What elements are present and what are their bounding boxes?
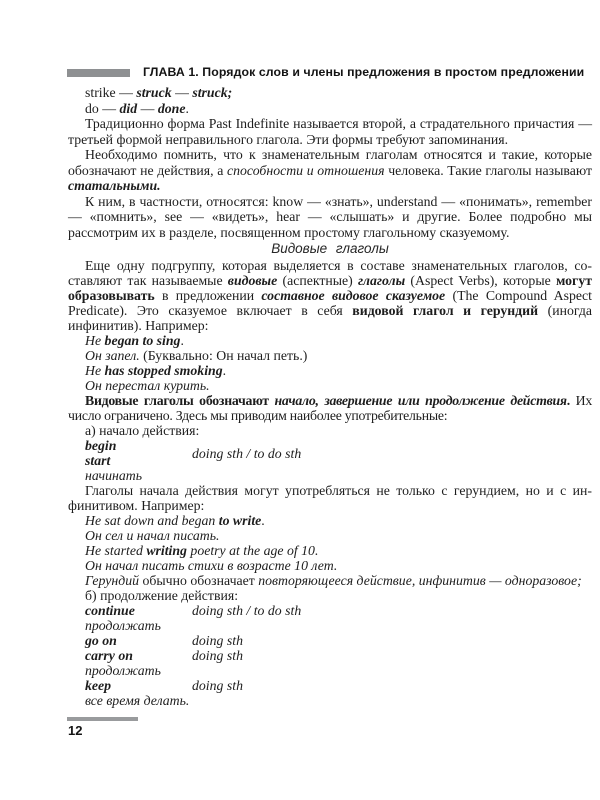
text-segment: в предложении: [154, 288, 262, 303]
text-segment: б) продолжение действия:: [85, 588, 239, 603]
section-heading: Видовые глаголы: [271, 241, 389, 256]
text-segment: Еще одну подгруппу, которая выделяется в составе знаменательных глаголов, составляют так называемые: [68, 258, 592, 288]
translation-line: [68, 663, 592, 678]
chapter-title: ГЛАВА 1. Порядок слов и члены предложения в простом предложении: [143, 65, 585, 79]
example-line: [68, 333, 592, 348]
text-segment: начало, завершение или продолжение действия: [274, 393, 567, 408]
verb-row-keep: [68, 678, 592, 693]
verb-row-continue: [68, 603, 592, 618]
text-segment: Глаголы начала действия могут употребляться не только с герундием, но и с инфинитивом. Например:: [68, 483, 592, 513]
text-segment: Традиционно форма Past Indefinite называется второй, а страдательного причастия — третьей формой неправильного глагола. Эти формы требуют запоминания.: [68, 116, 592, 147]
text-segment: He: [85, 363, 105, 378]
list-label-b: [68, 588, 592, 603]
verb-pattern: doing sth: [192, 633, 243, 648]
text-segment: глаголы: [357, 273, 406, 288]
text-segment: strike —: [85, 85, 137, 100]
text-segment: продолжать: [85, 618, 161, 633]
text-segment: способности и отношения: [227, 162, 385, 178]
text-segment: Их число ограничено. Здесь мы приводим наиболее употребительные:: [68, 393, 593, 423]
note-line: [68, 573, 592, 588]
text-segment: began to sing: [104, 333, 181, 348]
text-segment: struck: [136, 85, 172, 100]
text-segment: .: [222, 363, 227, 378]
text-segment: did: [119, 100, 138, 116]
text-segment: повторяющееся действие, инфинитив — одноразовое;: [258, 573, 582, 588]
text-segment: He started: [85, 543, 147, 558]
text-segment: К ним, в частности, относятся: know — «знать», understand — «понимать», remember — «помнить», see — «видеть», hear — «слышать» и другие. Более подробно мы рассмотрим их в разделе, посвященном простому глагольному сказуемому.: [68, 193, 592, 240]
translation-line: [68, 693, 592, 708]
text-segment: (The Compound Aspect Predicate). Это сказуемое включает в себя: [68, 288, 592, 318]
verb-row-go-on: [68, 633, 592, 648]
irregular-verb-forms-line: [68, 101, 592, 117]
verb-pattern: doing sth: [192, 678, 243, 693]
translation-line: [68, 378, 592, 393]
text-segment: (Буквально: Он начал петь.): [139, 348, 308, 363]
verb-pattern: doing sth / to do sth: [192, 603, 302, 618]
text-segment: статальными.: [68, 178, 161, 193]
text-segment: Видовые глаголы обозначают: [85, 393, 275, 408]
text-segment: done: [157, 100, 186, 116]
text-segment: Он перестал курить.: [85, 378, 210, 393]
text-segment: to write: [218, 513, 262, 528]
list-label-a: [68, 423, 592, 438]
text-segment: составное видовое сказуемое: [261, 288, 446, 303]
verb-row-begin-start: [68, 438, 592, 468]
text-segment: Он запел.: [85, 348, 140, 363]
text-segment: Он сел и начал писать.: [85, 528, 220, 543]
paragraph: [68, 483, 592, 513]
text-segment: обычно обозначает: [142, 573, 259, 588]
translation-line: [68, 348, 592, 363]
text-segment: видовые: [227, 273, 278, 288]
page-number: 12: [68, 723, 83, 738]
text-segment: Он начал писать стихи в возрасте 10 лет.: [85, 558, 338, 573]
translation-line: [68, 528, 592, 543]
text-segment: продолжать: [85, 663, 161, 678]
verb-label: begin: [85, 438, 117, 453]
text-segment: poetry at the age of 10.: [186, 543, 319, 558]
paragraph: [68, 258, 592, 333]
text-segment: writing: [146, 543, 187, 558]
verb-label: continue: [85, 603, 135, 618]
text-segment: .: [261, 513, 265, 528]
text-segment: Необходимо помнить, что к знаменательным глаголам относятся и такие, которые обозначают не действия, а: [68, 147, 592, 178]
verb-pattern: doing sth: [192, 648, 243, 663]
example-line: [68, 513, 592, 528]
text-segment: могут образовывать: [68, 273, 592, 303]
text-segment: struck;: [192, 85, 233, 100]
text-after-heading: [68, 258, 592, 708]
text-segment: .: [185, 100, 189, 116]
verb-label: keep: [85, 678, 112, 693]
verb-label: go on: [85, 633, 117, 648]
verb-label: carry on: [85, 648, 133, 663]
example-line: [68, 363, 592, 378]
paragraph: [68, 147, 592, 194]
irregular-verb-forms-line: [68, 85, 592, 101]
chapter-header-bar: [67, 69, 130, 77]
paragraph: [68, 194, 592, 241]
text-segment: (аспектные): [277, 273, 358, 288]
text-segment: а) начало действия:: [85, 423, 200, 438]
paragraph: [68, 393, 592, 423]
text-segment: has stopped smoking: [104, 363, 223, 378]
verb-pattern: doing sth / to do sth: [192, 445, 302, 461]
text-segment: He: [85, 333, 105, 348]
text-segment: do —: [85, 100, 120, 116]
text-segment: человека. Такие глаголы называют: [384, 162, 592, 178]
footer-bar: [67, 717, 138, 721]
text-segment: He sat down and began: [85, 513, 219, 528]
text-before-heading: [68, 85, 592, 240]
example-line: [68, 543, 592, 558]
verb-label: start: [85, 453, 111, 468]
paragraph: [68, 116, 592, 147]
body-text: [68, 85, 592, 708]
text-segment: начинать: [85, 468, 143, 483]
text-segment: (иногда инфинитив). Например:: [68, 303, 592, 333]
chapter-header: [67, 66, 588, 79]
text-segment: —: [171, 85, 193, 100]
text-segment: все время делать.: [85, 693, 190, 708]
text-segment: Герундий: [85, 573, 143, 588]
text-segment: —: [137, 100, 158, 116]
verb-row-carry-on: [68, 648, 592, 663]
text-segment: видовой глагол и герундий: [352, 303, 539, 318]
translation-line: [68, 558, 592, 573]
text-segment: .: [180, 333, 184, 348]
translation-line: [68, 468, 592, 483]
text-segment: (Aspect Verbs), которые: [405, 273, 556, 288]
verb-labels: [85, 438, 192, 468]
text-segment: .: [566, 393, 570, 408]
translation-line: [68, 618, 592, 633]
